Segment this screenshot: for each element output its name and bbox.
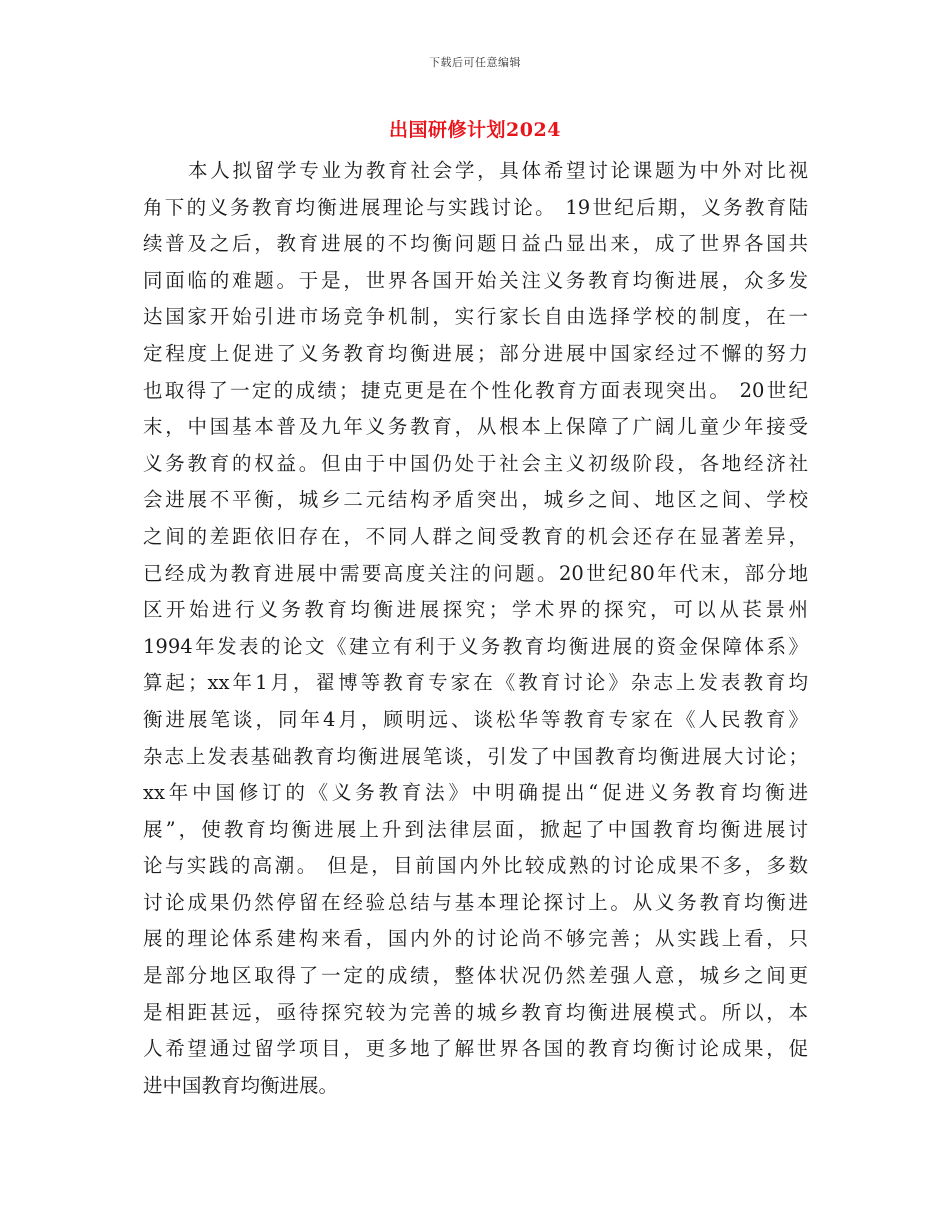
document-title: 出国研修计划2024 <box>389 119 561 141</box>
paragraph-line: 定程度上促进了义务教育均衡进展；部分进展中国家经过不懈的努力 <box>143 341 808 365</box>
paragraph-line: 区开始进行义务教育均衡进展探究；学术界的探究，可以从苌景州 <box>143 598 808 622</box>
paragraph-line: 义务教育的权益。但由于中国仍处于社会主义初级阶段，各地经济社 <box>143 451 808 475</box>
paragraph-line: 是部分地区取得了一定的成绩，整体状况仍然差强人意，城乡之间更 <box>143 964 808 988</box>
paragraph-line: 本人拟留学专业为教育社会学，具体希望讨论课题为中外对比视 <box>188 159 808 182</box>
paragraph-line: 1994年发表的论文《建立有利于义务教育均衡进展的资金保障体系》 <box>143 634 808 658</box>
paragraph-line: 是相距甚远，亟待探究较为完善的城乡教育均衡进展模式。所以，本 <box>143 1000 808 1024</box>
paragraph-line: 论与实践的高潮。 但是，目前国内外比较成熟的讨论成果不多，多数 <box>143 854 808 878</box>
paragraph-line: 讨论成果仍然停留在经验总结与基本理论探讨上。从义务教育均衡进 <box>143 890 808 914</box>
paragraph-line: 末，中国基本普及九年义务教育，从根本上保障了广阔儿童少年接受 <box>143 415 808 439</box>
paragraph-line: 会进展不平衡，城乡二元结构矛盾突出，城乡之间、地区之间、学校 <box>143 488 808 512</box>
paragraph-line: 之间的差距依旧存在，不同人群之间受教育的机会还存在显著差异， <box>143 524 808 548</box>
paragraph-line: 展的理论体系建构来看，国内外的讨论尚不够完善；从实践上看，只 <box>143 927 808 951</box>
paragraph-line: 同面临的难题。于是，世界各国开始关注义务教育均衡进展，众多发 <box>143 268 808 292</box>
paragraph-line: 已经成为教育进展中需要高度关注的问题。20世纪80年代末，部分地 <box>143 561 808 585</box>
paragraph-line: 达国家开始引进市场竞争机制，实行家长自由选择学校的制度，在一 <box>143 305 808 329</box>
paragraph-line: 算起；xx年1月，翟博等教育专家在《教育讨论》杂志上发表教育均 <box>143 671 808 695</box>
paragraph-line: 衡进展笔谈，同年4月，顾明远、谈松华等教育专家在《人民教育》 <box>143 707 808 731</box>
header-note: 下载后可任意编辑 <box>429 56 521 69</box>
paragraph-line: 也取得了一定的成绩；捷克更是在个性化教育方面表现突出。 20世纪 <box>143 378 808 402</box>
paragraph-line: xx年中国修订的《义务教育法》中明确提出“促进义务教育均衡进 <box>143 781 808 805</box>
body-paragraph <box>143 153 808 1104</box>
paragraph-line: 展”，使教育均衡进展上升到法律层面，掀起了中国教育均衡进展讨 <box>143 817 808 841</box>
paragraph-line: 续普及之后，教育进展的不均衡问题日益凸显出来，成了世界各国共 <box>143 232 808 256</box>
paragraph-line: 进中国教育均衡进展。 <box>143 1073 339 1097</box>
paragraph-line: 杂志上发表基础教育均衡进展笔谈，引发了中国教育均衡进展大讨论； <box>143 744 808 768</box>
paragraph-line: 角下的义务教育均衡进展理论与实践讨论。 19世纪后期，义务教育陆 <box>143 195 808 219</box>
paragraph-line: 人希望通过留学项目，更多地了解世界各国的教育均衡讨论成果，促 <box>143 1037 808 1061</box>
